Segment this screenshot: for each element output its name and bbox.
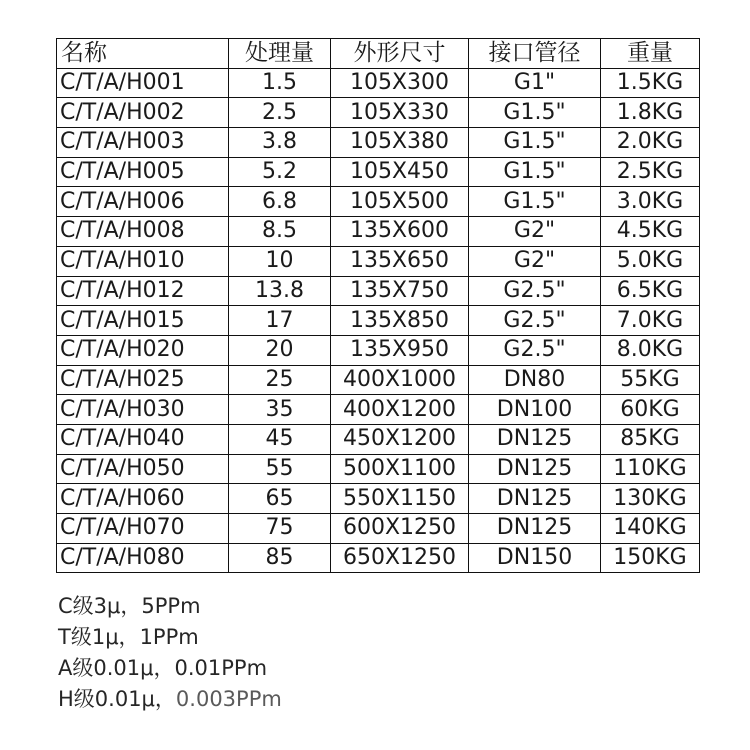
cell-pipe-size: G2" [469,217,601,247]
cell-weight: 110KG [601,454,700,484]
table-row [57,424,700,454]
cell-pipe-size: DN80 [469,365,601,395]
cell-pipe-size: G1.5" [469,98,601,128]
cell-model: C/T/A/H012 [57,276,229,306]
cell-model: C/T/A/H008 [57,217,229,247]
header-weight: 重量 [601,39,700,69]
note-ppm-value: 0.01PPm [174,656,268,680]
note-grade-c [58,591,282,622]
cell-model: C/T/A/H005 [57,157,229,187]
cell-dimensions: 650X1250 [331,543,469,573]
cell-weight: 1.8KG [601,98,700,128]
cell-weight: 130KG [601,484,700,514]
cell-dimensions: 105X500 [331,187,469,217]
cell-dimensions: 500X1100 [331,454,469,484]
cell-capacity: 5.2 [229,157,331,187]
cell-model: C/T/A/H050 [57,454,229,484]
cell-capacity: 55 [229,454,331,484]
cell-capacity: 3.8 [229,128,331,158]
cell-dimensions: 105X300 [331,68,469,98]
cell-pipe-size: G2.5" [469,306,601,336]
table-row [57,514,700,544]
cell-weight: 8.0KG [601,335,700,365]
table-header-row [57,39,700,69]
note-grade-a [58,653,282,684]
cell-model: C/T/A/H060 [57,484,229,514]
cell-model: C/T/A/H003 [57,128,229,158]
cell-model: C/T/A/H002 [57,98,229,128]
cell-weight: 7.0KG [601,306,700,336]
table-row [57,335,700,365]
cell-model: C/T/A/H001 [57,68,229,98]
cell-dimensions: 135X650 [331,246,469,276]
cell-capacity: 65 [229,484,331,514]
header-dimensions: 外形尺寸 [331,39,469,69]
header-capacity: 处理量 [229,39,331,69]
table-row [57,306,700,336]
cell-model: C/T/A/H080 [57,543,229,573]
cell-model: C/T/A/H006 [57,187,229,217]
table-row [57,157,700,187]
note-ppm-value: 5PPm [141,594,201,618]
table-row [57,276,700,306]
note-grade-label: T级1μ， [58,625,140,649]
cell-weight: 55KG [601,365,700,395]
cell-dimensions: 135X950 [331,335,469,365]
table-row [57,217,700,247]
cell-weight: 2.5KG [601,157,700,187]
cell-model: C/T/A/H025 [57,365,229,395]
cell-weight: 85KG [601,424,700,454]
table-body [57,68,700,573]
note-ppm-value: 0.003PPm [175,687,282,711]
cell-model: C/T/A/H020 [57,335,229,365]
cell-weight: 6.5KG [601,276,700,306]
cell-capacity: 25 [229,365,331,395]
note-ppm-value: 1PPm [139,625,199,649]
cell-dimensions: 135X600 [331,217,469,247]
cell-capacity: 8.5 [229,217,331,247]
cell-model: C/T/A/H015 [57,306,229,336]
cell-pipe-size: G2.5" [469,276,601,306]
table-row [57,246,700,276]
cell-capacity: 13.8 [229,276,331,306]
cell-pipe-size: G1.5" [469,128,601,158]
table-row [57,128,700,158]
cell-weight: 2.0KG [601,128,700,158]
cell-pipe-size: G1.5" [469,157,601,187]
note-grade-label: A级0.01μ， [58,656,175,680]
table-row [57,68,700,98]
cell-weight: 5.0KG [601,246,700,276]
header-pipe-size: 接口管径 [469,39,601,69]
cell-capacity: 45 [229,424,331,454]
cell-pipe-size: G2" [469,246,601,276]
note-grade-h [58,684,282,715]
cell-capacity: 75 [229,514,331,544]
note-grade-label: H级0.01μ， [58,687,176,711]
cell-pipe-size: DN125 [469,424,601,454]
cell-capacity: 17 [229,306,331,336]
table-row [57,454,700,484]
table-row [57,543,700,573]
cell-pipe-size: DN125 [469,514,601,544]
cell-pipe-size: G2.5" [469,335,601,365]
cell-dimensions: 600X1250 [331,514,469,544]
table-row [57,484,700,514]
table-row [57,98,700,128]
cell-dimensions: 105X330 [331,98,469,128]
cell-capacity: 6.8 [229,187,331,217]
cell-capacity: 85 [229,543,331,573]
table-row [57,365,700,395]
header-name: 名称 [57,39,229,69]
note-grade-label: C级3μ， [58,594,142,618]
cell-pipe-size: DN125 [469,454,601,484]
cell-weight: 60KG [601,395,700,425]
table-row [57,187,700,217]
cell-pipe-size: DN150 [469,543,601,573]
table-row [57,395,700,425]
cell-model: C/T/A/H040 [57,424,229,454]
cell-pipe-size: DN125 [469,484,601,514]
cell-dimensions: 105X450 [331,157,469,187]
cell-model: C/T/A/H070 [57,514,229,544]
spec-table [56,38,700,573]
cell-dimensions: 400X1000 [331,365,469,395]
cell-dimensions: 105X380 [331,128,469,158]
cell-model: C/T/A/H030 [57,395,229,425]
cell-weight: 3.0KG [601,187,700,217]
cell-dimensions: 400X1200 [331,395,469,425]
cell-model: C/T/A/H010 [57,246,229,276]
cell-dimensions: 550X1150 [331,484,469,514]
cell-dimensions: 450X1200 [331,424,469,454]
cell-capacity: 10 [229,246,331,276]
cell-capacity: 2.5 [229,98,331,128]
note-grade-t [58,622,282,653]
cell-pipe-size: G1" [469,68,601,98]
cell-dimensions: 135X750 [331,276,469,306]
cell-capacity: 1.5 [229,68,331,98]
cell-dimensions: 135X850 [331,306,469,336]
cell-weight: 4.5KG [601,217,700,247]
cell-pipe-size: G1.5" [469,187,601,217]
cell-weight: 140KG [601,514,700,544]
grade-notes [58,591,282,715]
cell-capacity: 20 [229,335,331,365]
cell-weight: 1.5KG [601,68,700,98]
cell-weight: 150KG [601,543,700,573]
cell-capacity: 35 [229,395,331,425]
cell-pipe-size: DN100 [469,395,601,425]
